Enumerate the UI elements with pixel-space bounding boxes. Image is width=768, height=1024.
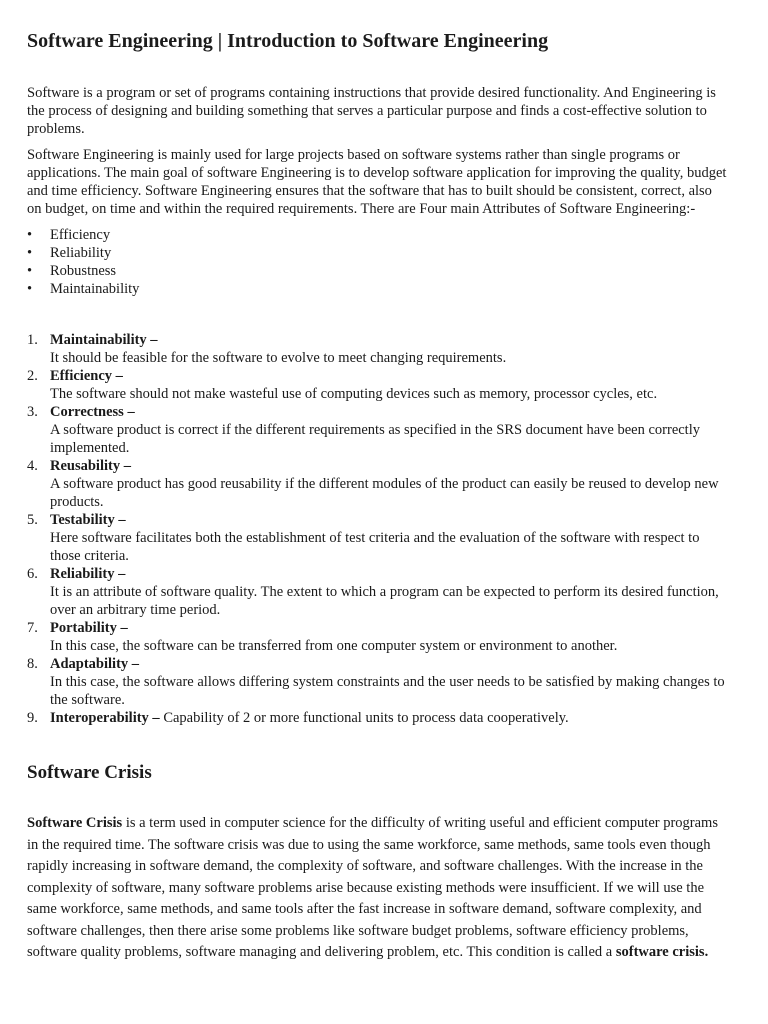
list-item (27, 331, 728, 367)
item-heading: Adaptability – (50, 656, 140, 672)
item-number: 5. (27, 512, 38, 528)
item-number: 4. (27, 458, 38, 474)
page-title: Software Engineering | Introduction to Software Engineering (27, 30, 549, 52)
item-heading: Reusability – (50, 458, 131, 474)
item-heading: Portability – (50, 620, 128, 636)
item-heading: Efficiency – (50, 368, 123, 384)
item-description: In this case, the software can be transferred from one computer system or environment to another. (50, 638, 618, 654)
list-item (27, 367, 728, 403)
item-heading: Interoperability – (50, 710, 160, 726)
list-item (27, 457, 728, 511)
list-item (27, 619, 728, 655)
list-item (27, 709, 728, 727)
item-heading: Reliability – (50, 566, 126, 582)
list-item (27, 655, 728, 709)
crisis-tail-term: software crisis. (615, 944, 709, 960)
item-description: It should be feasible for the software to evolve to meet changing requirements. (50, 350, 507, 366)
item-description: It is an attribute of software quality. The extent to which a program can be expected to perform its desired function, over an arbitrary time period. (50, 584, 719, 618)
item-description: The software should not make wasteful use of computing devices such as memory, processor cycles, etc. (50, 386, 658, 402)
item-number: 1. (27, 332, 38, 348)
item-description: A software product has good reusability if the different modules of the product can easily be reused to develop new products. (50, 476, 719, 510)
item-description: Capability of 2 or more functional units to process data cooperatively. (159, 710, 569, 726)
item-number: 8. (27, 656, 38, 672)
goal-paragraph: Software Engineering is mainly used for large projects based on software systems rather than single programs or applications. The main goal of software Engineering is to develop software application for improving the quality, budget and time efficiency. Software Engineering ensures that the software that has to built should be consistent, correct, also on budget, on time and within the required requirements. There are Four main Attributes of Software Engineering:- (27, 147, 727, 217)
attributes-list (27, 226, 728, 298)
list-item (27, 403, 728, 457)
crisis-lead-term: Software Crisis (27, 815, 123, 831)
item-number: 2. (27, 368, 38, 384)
item-number: 6. (27, 566, 38, 582)
item-number: 3. (27, 404, 38, 420)
item-description: In this case, the software allows differing system constraints and the user needs to be satisfied by making changes to the software. (50, 674, 725, 708)
item-heading: Maintainability – (50, 332, 158, 348)
item-number: 7. (27, 620, 38, 636)
list-item: • Reliability (27, 244, 728, 262)
list-item (27, 565, 728, 619)
item-description: Here software facilitates both the establishment of test criteria and the evaluation of the software with respect to those criteria. (50, 530, 700, 564)
list-item (27, 511, 728, 565)
list-item: • Efficiency (27, 226, 728, 244)
item-number: 9. (27, 710, 38, 726)
intro-paragraph: Software is a program or set of programs containing instructions that provide desired functionality. And Engineering is the process of designing and building something that serves a particular purpose and finds a cost-effective solution to problems. (27, 85, 716, 137)
item-heading: Testability – (50, 512, 126, 528)
item-heading: Correctness – (50, 404, 135, 420)
list-item: • Robustness (27, 262, 728, 280)
attributes-detail-list (27, 331, 728, 727)
crisis-paragraph (27, 813, 728, 964)
item-description: A software product is correct if the different requirements as specified in the SRS document have been correctly implemented. (50, 422, 700, 456)
crisis-body-text: is a term used in computer science for the difficulty of writing useful and efficient computer programs in the required time. The software crisis was due to using the same workforce, same methods, same tools even though rapidly increasing in software demand, the complexity of software, and software challenges. With the increase in the complexity of software, many software problems arise because existing methods were insufficient. If we will use the same workforce, same methods, and same tools after the fast increase in software demand, software complexity, and software challenges, then there arise some problems like software budget problems, software efficiency problems, software quality problems, software managing and delivering problem, etc. This condition is called a (27, 815, 718, 960)
section-heading: Software Crisis (27, 762, 152, 783)
list-item: • Maintainability (27, 280, 728, 298)
